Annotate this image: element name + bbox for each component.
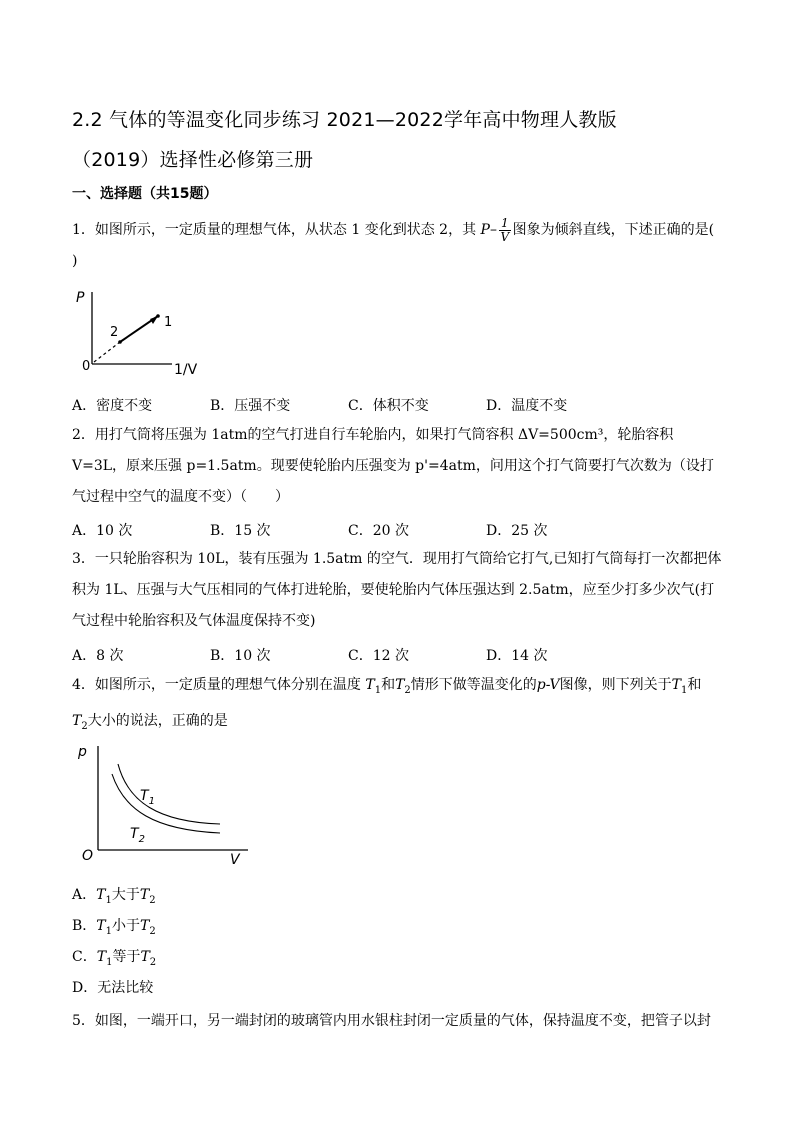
- q1-fraction: $\frac{1}{V}$: [500, 215, 510, 244]
- question-3: 3．一只轮胎容积为 10L，装有压强为 1.5atm 的空气．现用打气筒给它打气,已知打气筒每打一次都把体积为 1L、压强与大气压相同的气体打进轮胎，要使轮胎内气体压强达到 2.5atm，应至少打多少次气(打气过程中轮胎容积及气体温度保持不变): [72, 551, 722, 629]
- q4-curve-t2: [112, 774, 220, 833]
- q2-option-c[interactable]: C．20 次: [348, 523, 409, 539]
- question-2: 2．用打气筒将压强为 1atm的空气打进自行车轮胎内，如果打气筒容积 ΔV=500cm³，轮胎容积 V=3L，原来压强 p=1.5atm。现要使轮胎内压强变为 p'=4atm，问用这个打气筒要打气次数为（设打气过程中空气的温度不变）（ ）: [72, 427, 714, 505]
- q1-point-1: [156, 314, 160, 318]
- q1-fig-pt2: 2: [110, 325, 119, 340]
- q2-option-a[interactable]: A．10 次: [72, 523, 133, 539]
- q2-option-b[interactable]: B．15 次: [210, 523, 271, 539]
- q1-fig-pt1: 1: [164, 315, 173, 330]
- q1-text-a: 1．如图所示，一定质量的理想气体，从状态 1 变化到状态 2，其: [72, 222, 477, 238]
- q1-point-2: [118, 340, 122, 344]
- q1-figure: [72, 286, 212, 378]
- question-4: 4．如图所示，一定质量的理想气体分别在温度 $T_1$和$T_2$情形下做等温变化的p-V图像，则下列关于$T_1$和 $T_2$大小的说法，正确的是: [72, 677, 702, 732]
- q4-fig-x-label: V: [230, 852, 240, 868]
- q1-option-d[interactable]: D．温度不变: [486, 398, 568, 414]
- section-heading: 一、选择题（共15题）: [72, 186, 218, 202]
- q4-fig-y-label: p: [78, 744, 87, 760]
- q1-text-b: 图象为倾斜直线，下述正确的是(: [512, 222, 715, 238]
- q3-option-a[interactable]: A．8 次: [72, 648, 124, 664]
- q1-fig-y-label: P: [76, 290, 85, 306]
- q3-option-d[interactable]: D．14 次: [486, 648, 548, 664]
- title-line-2: （2019）选择性必修第三册: [72, 149, 314, 171]
- q1-options: [72, 395, 722, 417]
- q1-dashed-line: [94, 342, 120, 362]
- q4-curve-t1: [118, 764, 220, 824]
- q1-fig-origin: 0: [82, 359, 91, 374]
- q4-option-c[interactable]: C．$T_1$等于$T_2$: [72, 949, 157, 968]
- q1-fig-x-label: 1/V: [174, 362, 198, 378]
- q1-option-c[interactable]: C．体积不变: [348, 398, 429, 414]
- q1-option-b[interactable]: B．压强不变: [210, 398, 291, 414]
- q4-t1: T: [365, 677, 375, 693]
- q4-fig-label-t1: $T_1$: [140, 788, 155, 807]
- q4-pv: p-V: [536, 677, 560, 693]
- q3-option-b[interactable]: B．10 次: [210, 648, 271, 664]
- q2-options: [72, 520, 722, 542]
- q3-option-c[interactable]: C．12 次: [348, 648, 409, 664]
- q4-text-a: 4．如图所示，一定质量的理想气体分别在温度: [72, 677, 361, 693]
- q1-option-a[interactable]: A．密度不变: [72, 398, 153, 414]
- q4-option-d[interactable]: D．无法比较: [72, 980, 154, 996]
- question-5: 5．如图，一端开口，另一端封闭的玻璃管内用水银柱封闭一定质量的气体，保持温度不变，把管子以封: [72, 1013, 711, 1029]
- q2-option-d[interactable]: D．25 次: [486, 523, 548, 539]
- q4-fig-label-t2: $T_2$: [130, 826, 145, 845]
- q4-option-b[interactable]: B．$T_1$小于$T_2$: [72, 918, 156, 937]
- document-title: [72, 100, 732, 180]
- q1-text-c: ): [72, 253, 78, 269]
- q4-fig-origin: O: [82, 848, 94, 864]
- q4-option-a[interactable]: A．$T_1$大于$T_2$: [72, 887, 156, 906]
- q1-p-symbol: P: [480, 222, 490, 238]
- q3-options: [72, 645, 722, 667]
- q4-figure: [72, 740, 257, 868]
- question-1: 1．如图所示，一定质量的理想气体，从状态 1 变化到状态 2，其 P– $\frac{1}{V}$ 图象为倾斜直线，下述正确的是( ): [72, 215, 715, 269]
- title-line-1: 2.2 气体的等温变化同步练习 2021—2022学年高中物理人教版: [72, 109, 617, 131]
- q4-t2: T: [395, 677, 405, 693]
